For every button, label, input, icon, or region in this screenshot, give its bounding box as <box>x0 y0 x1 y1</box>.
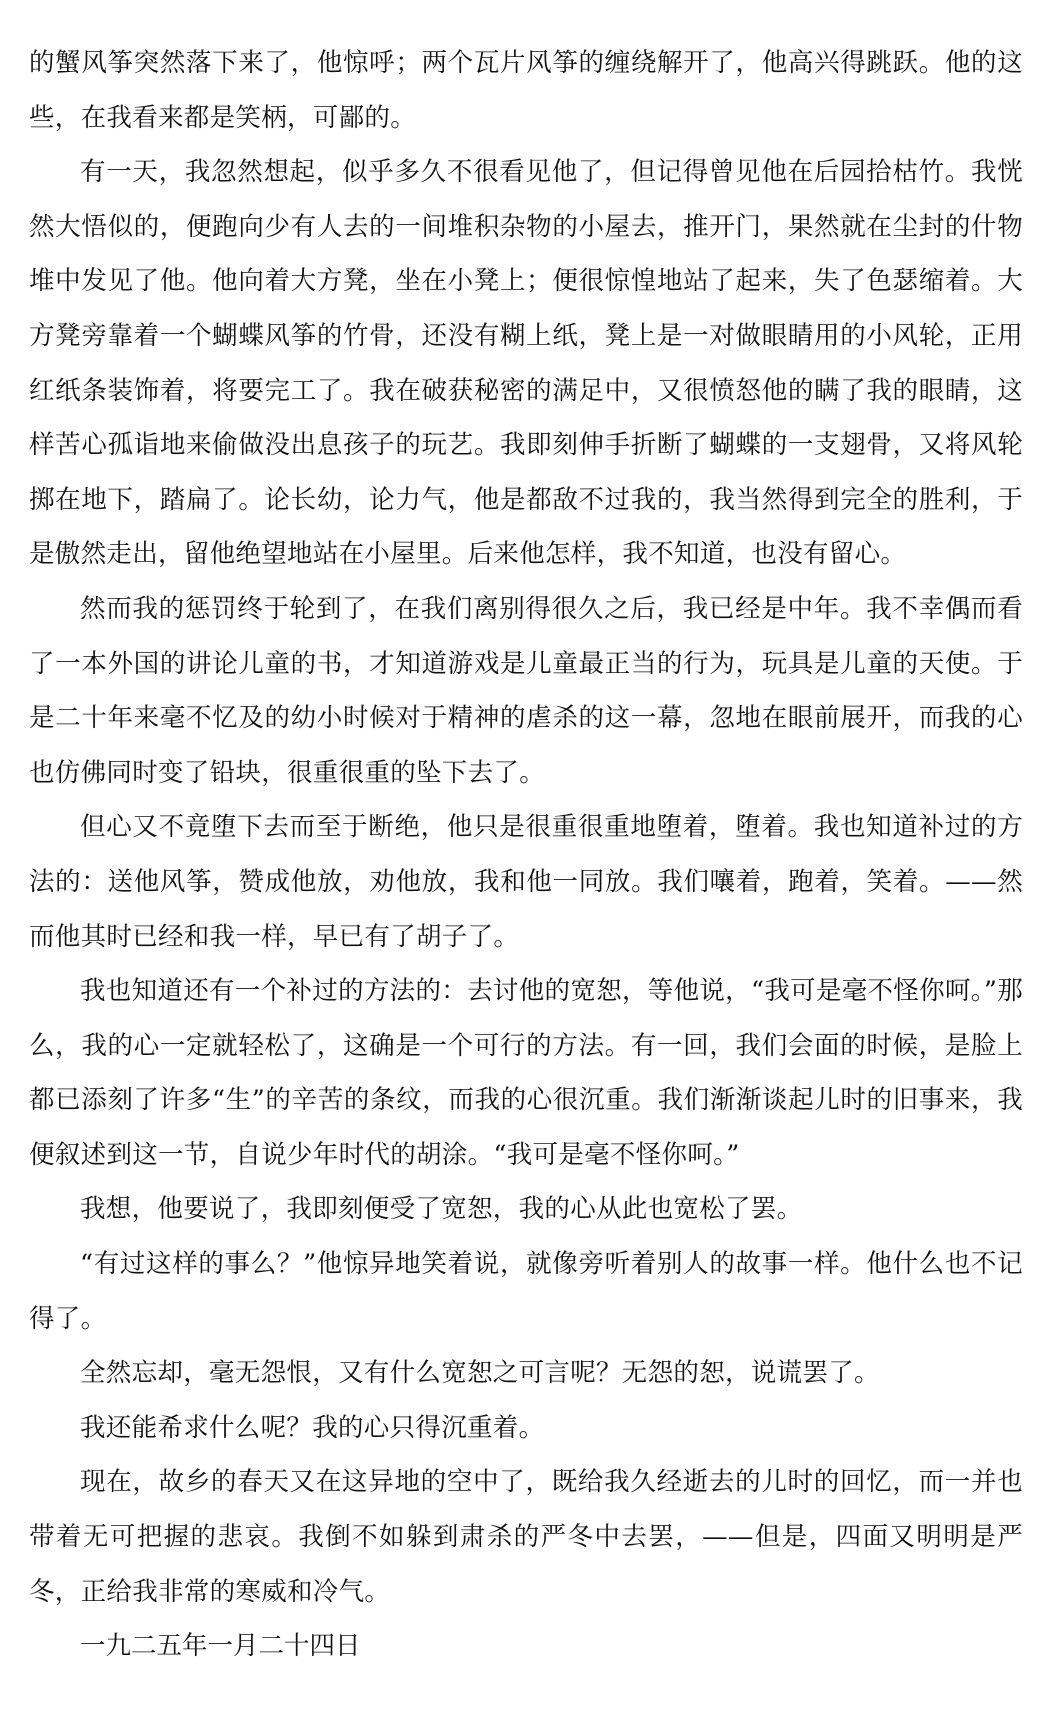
paragraph-4: 但心又不竟堕下去而至于断绝，他只是很重很重地堕着，堕着。我也知道补过的方法的：送他风筝，赞成他放，劝他放，我和他一同放。我们嚷着，跑着，笑着。——然而他其时已经和我一样，早已有了胡子了。 <box>29 812 1023 952</box>
paragraph-8: 全然忘却，毫无怨恨，又有什么宽恕之可言呢？无怨的恕，说谎罢了。 <box>80 1358 880 1389</box>
paragraph-5: 我也知道还有一个补过的方法的：去讨他的宽恕，等他说，“我可是毫不怪你呵。”那么，我的心一定就轻松了，这确是一个可行的方法。有一回，我们会面的时候，是脸上都已添刻了许多“生”的辛苦的条纹，而我的心很沉重。我们渐渐谈起儿时的旧事来，我便叙述到这一节，自说少年时代的胡涂。“我可是毫不怪你呵。” <box>29 976 1023 1170</box>
paragraph-10: 现在，故乡的春天又在这异地的空中了，既给我久经逝去的儿时的回忆，而一并也带着无可把握的悲哀。我倒不如躲到肃杀的严冬中去罢，——但是，四面又明明是严冬，正给我非常的寒威和冷气。 <box>29 1467 1023 1607</box>
paragraph-9: 我还能希求什么呢？我的心只得沉重着。 <box>80 1412 545 1443</box>
paragraph-6: 我想，他要说了，我即刻便受了宽恕，我的心从此也宽松了罢。 <box>80 1194 803 1225</box>
paragraph-3: 然而我的惩罚终于轮到了，在我们离别得很久之后，我已经是中年。我不幸偶而看了一本外国的讲论儿童的书，才知道游戏是儿童最正当的行为，玩具是儿童的天使。于是二十年来毫不忆及的幼小时候对于精神的虐杀的这一幕，忽地在眼前展开，而我的心也仿佛同时变了铅块，很重很重的坠下去了。 <box>29 593 1023 788</box>
date-line: 一九二五年一月二十四日 <box>80 1631 361 1662</box>
paragraph-7: “有过这样的事么？”他惊异地笑着说，就像旁听着别人的故事一样。他什么也不记得了。 <box>29 1249 1023 1334</box>
paragraph-2: 有一天，我忽然想起，似乎多久不很看见他了，但记得曾见他在后园拾枯竹。我恍然大悟似的，便跑向少有人去的一间堆积杂物的小屋去，推开门，果然就在尘封的什物堆中发见了他。他向着大方凳，坐在小凳上；便很惊惶地站了起来，失了色瑟缩着。大方凳旁靠着一个蝴蝶风筝的竹骨，还没有糊上纸，凳上是一对做眼睛用的小风轮，正用红纸条装饰着，将要完工了。我在破获秘密的满足中，又很愤怒他的瞒了我的眼睛，这样苦心孤诣地来偷做没出息孩子的玩艺。我即刻伸手折断了蝴蝶的一支翅骨，又将风轮掷在地下，踏扁了。论长幼，论力气，他是都敌不过我的，我当然得到完全的胜利，于是傲然走出，留他绝望地站在小屋里。后来他怎样，我不知道，也没有留心。 <box>29 157 1023 570</box>
document-page <box>29 36 1023 1674</box>
paragraph-1: 的蟹风筝突然落下来了，他惊呼；两个瓦片风筝的缠绕解开了，他高兴得跳跃。他的这些，在我看来都是笑柄，可鄙的。 <box>29 48 1023 133</box>
